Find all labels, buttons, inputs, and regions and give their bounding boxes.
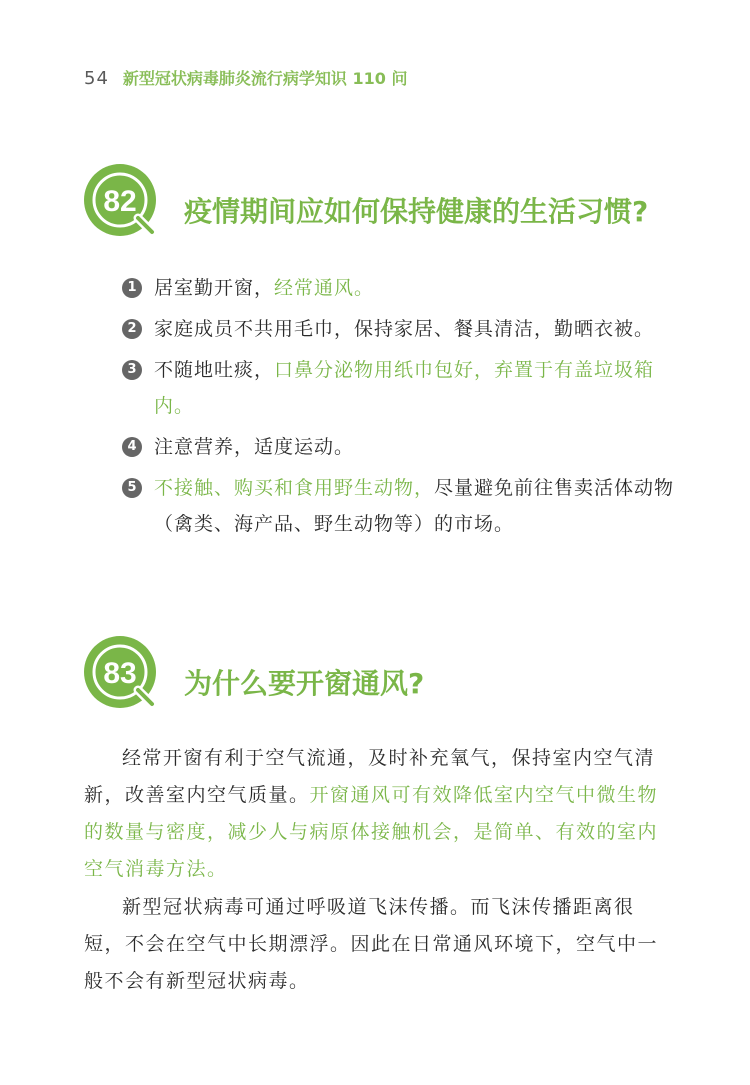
question-badge-83-icon	[82, 634, 164, 716]
question-title-83: 为什么要开窗通风?	[184, 667, 425, 700]
paragraph-droplet-transmission: 新型冠状病毒可通过呼吸道飞沫传播。而飞沫传播距离很短，不会在空气中长期漂浮。因此在日常通风环境下，空气中一般不会有新型冠状病毒。	[84, 896, 659, 992]
list-item: 3 不随地吐痰，口鼻分泌物用纸巾包好，弃置于有盖垃圾箱内。	[122, 352, 677, 424]
habit-list	[122, 270, 677, 547]
list-item: 1 居室勤开窗，经常通风。	[122, 270, 677, 306]
question-title-82: 疫情期间应如何保持健康的生活习惯?	[184, 195, 649, 228]
question-number-83: 83	[103, 657, 137, 690]
number-bullet: 1	[122, 278, 142, 298]
number-bullet: 3	[122, 360, 142, 380]
number-bullet: 4	[122, 437, 142, 457]
list-item: 4 注意营养，适度运动。	[122, 429, 677, 465]
question-badge-82-icon	[82, 162, 164, 244]
page-number: 54	[84, 68, 109, 89]
list-item: 2 家庭成员不共用毛巾，保持家居、餐具清洁，勤晒衣被。	[122, 311, 677, 347]
number-bullet: 5	[122, 478, 142, 498]
number-bullet: 2	[122, 319, 142, 339]
question-number-82: 82	[103, 185, 137, 218]
page-header	[84, 66, 407, 89]
list-item: 5 不接触、购买和食用野生动物，尽量避免前往售卖活体动物（禽类、海产品、野生动物等）的市场。	[122, 470, 677, 542]
paragraph-ventilation-benefits: 经常开窗有利于空气流通，及时补充氧气，保持室内空气清新，改善室内空气质量。开窗通风可有效降低室内空气中微生物的数量与密度，减少人与病原体接触机会，是简单、有效的室内空气消毒方法。	[84, 747, 659, 880]
book-title: 新型冠状病毒肺炎流行病学知识 110 问	[122, 69, 408, 88]
